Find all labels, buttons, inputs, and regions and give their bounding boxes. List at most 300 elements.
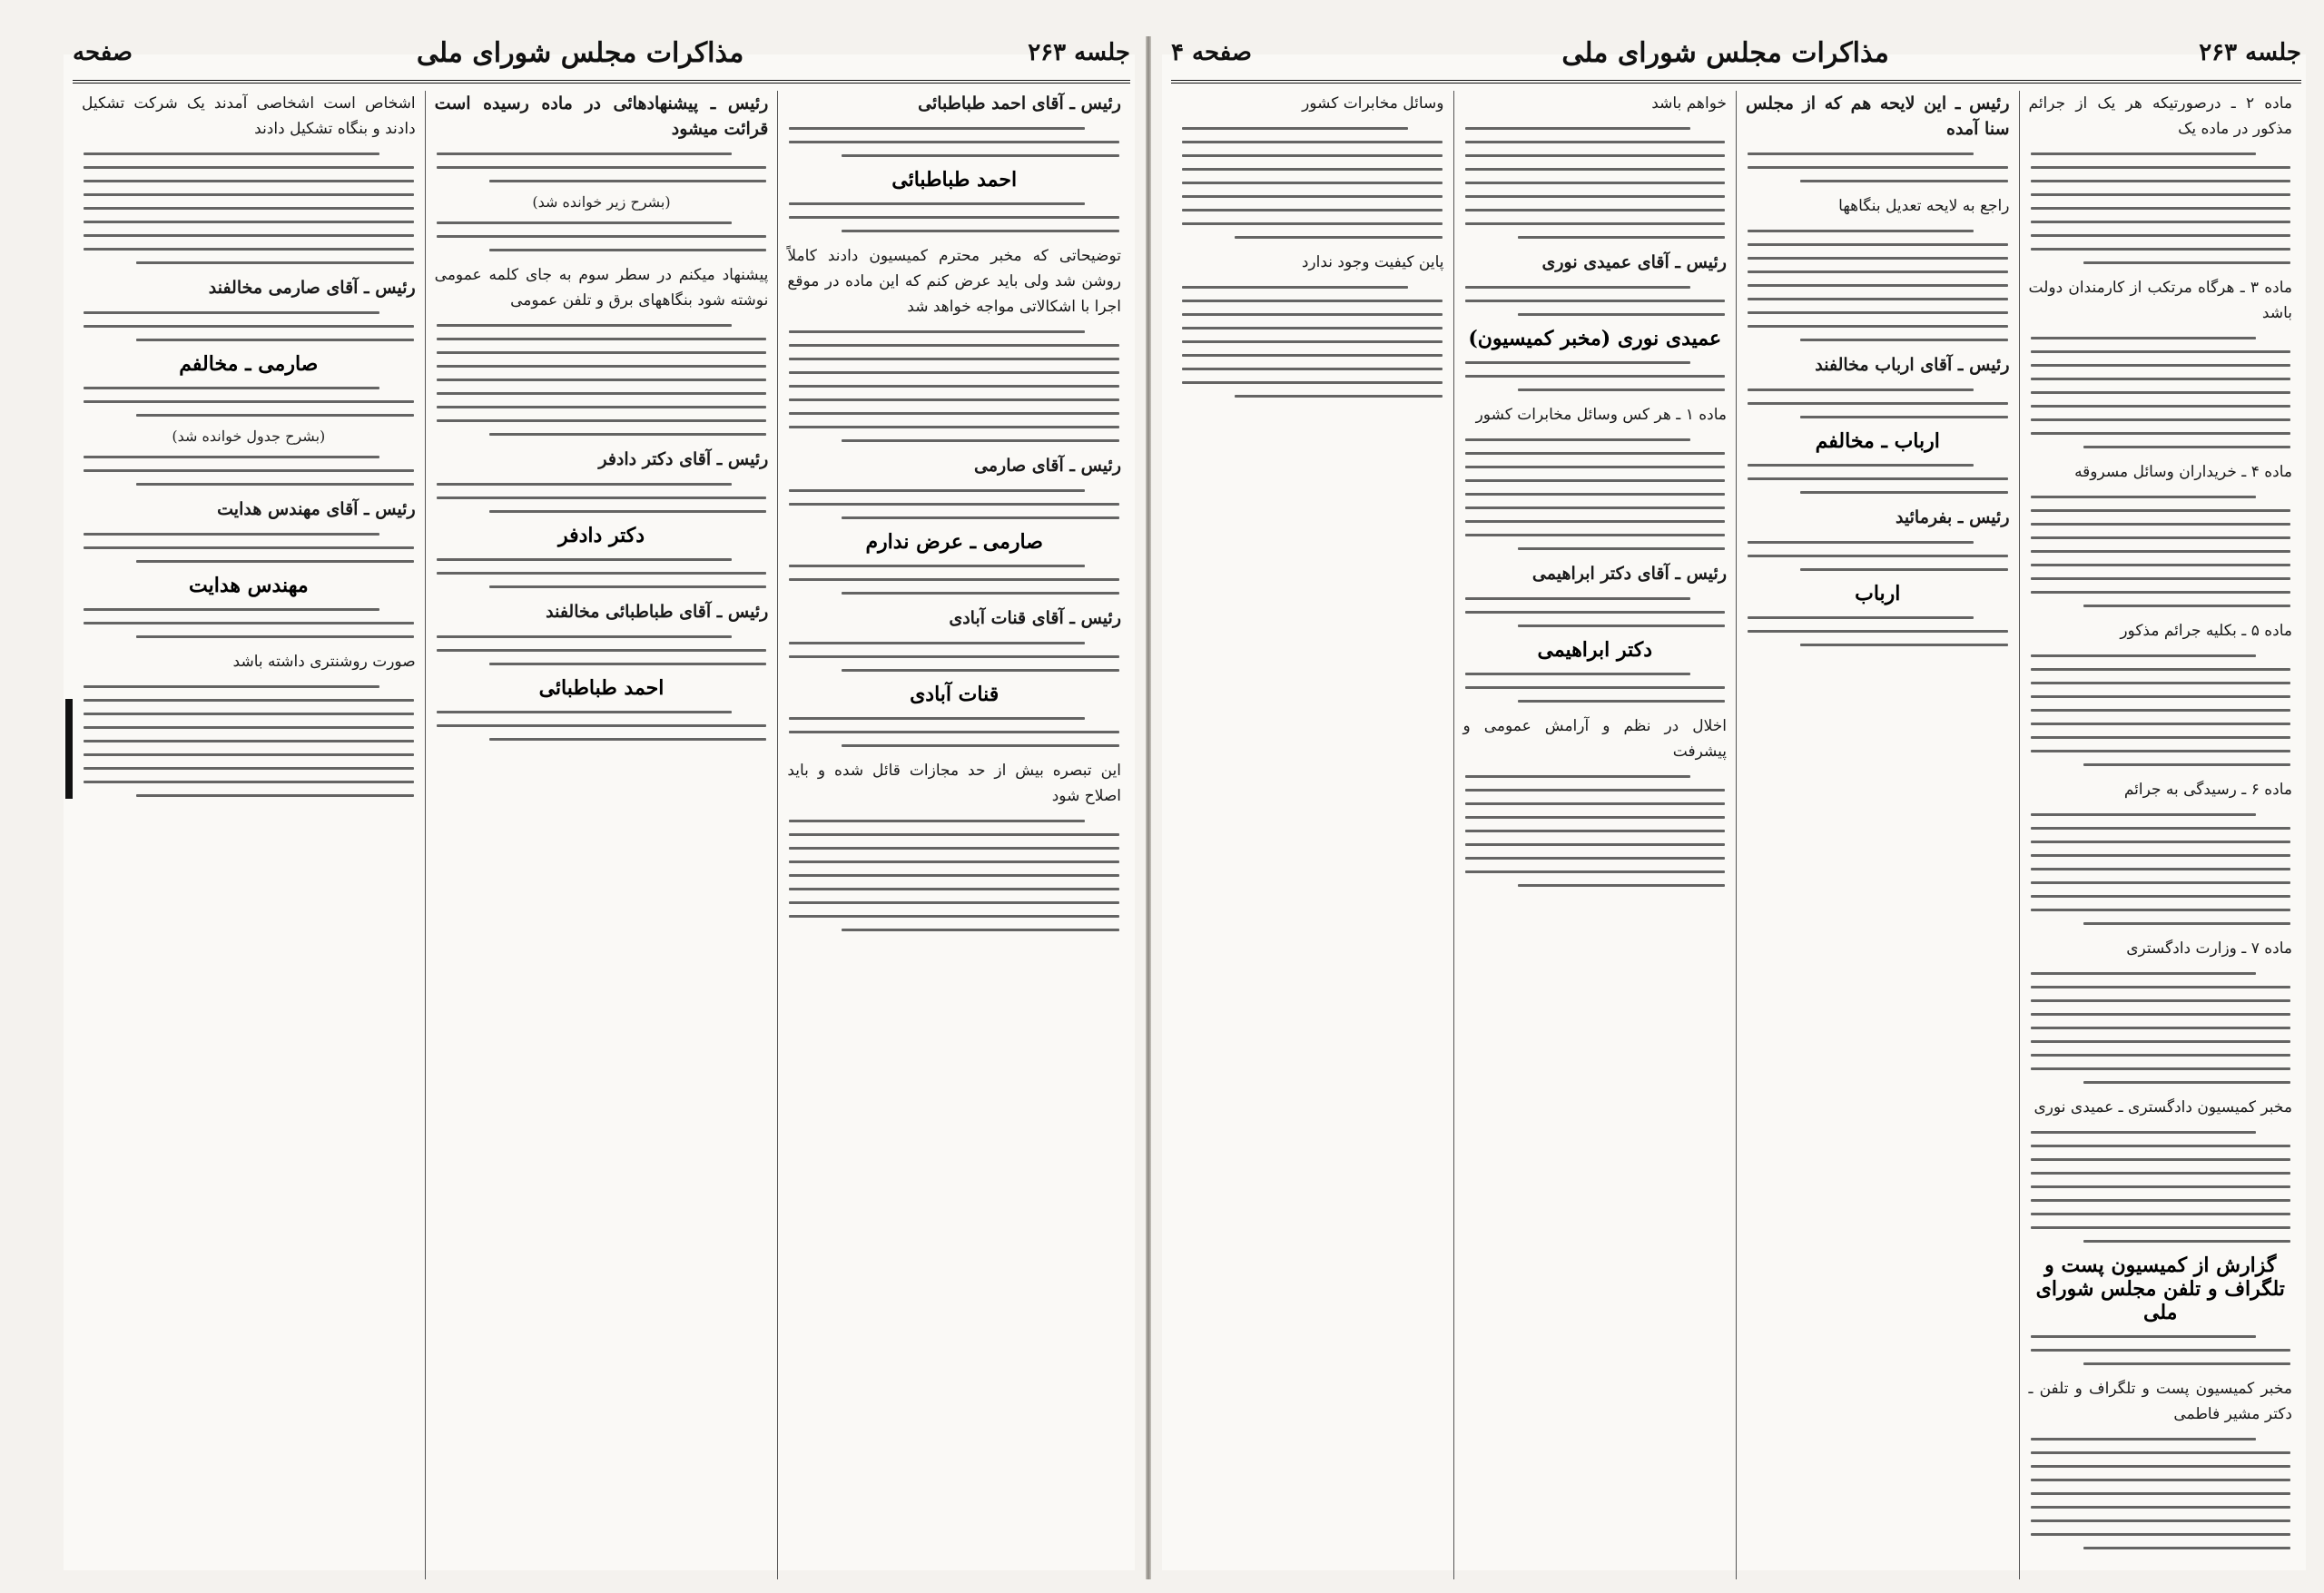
text-line — [2031, 152, 2257, 155]
speaker-name: احمد طباطبائی — [538, 676, 665, 700]
text-line — [437, 649, 767, 652]
text-line — [1518, 624, 1726, 627]
text-line — [2031, 1145, 2291, 1147]
text-line — [2031, 999, 2291, 1002]
text-line — [789, 874, 1119, 877]
text-line — [2031, 1226, 2291, 1229]
text-line — [2031, 350, 2291, 353]
text-line — [2031, 193, 2291, 196]
text-line — [437, 572, 767, 575]
text-line — [1465, 597, 1691, 600]
body-text-lines — [435, 483, 769, 513]
text-line — [2031, 221, 2291, 223]
text-line — [1182, 182, 1443, 184]
body-text-lines — [787, 642, 1121, 672]
text-line — [789, 503, 1119, 506]
paragraph: این تبصره بیش از حد مجازات قائل شده و باید اصلاح شود — [787, 762, 1121, 805]
text-line — [1182, 381, 1443, 384]
text-line — [84, 713, 414, 715]
text-line — [2031, 668, 2291, 671]
text-line — [1465, 154, 1726, 157]
text-line — [2031, 709, 2291, 712]
text-line — [2031, 1506, 2291, 1509]
text-line — [84, 469, 414, 472]
text-line — [2031, 577, 2291, 580]
right-page-columns — [1171, 91, 2301, 1579]
right-page-title: مذاکرات مجلس شورای ملی — [1561, 36, 1889, 69]
text-line — [1748, 325, 2008, 328]
text-line — [1800, 568, 2008, 571]
paragraph: ماده ۱ ـ هر کس وسائل مخابرات کشور — [1475, 406, 1727, 424]
text-line — [2031, 418, 2291, 421]
text-line — [789, 731, 1119, 733]
text-line — [84, 180, 414, 182]
text-column — [1736, 91, 2019, 1579]
text-line — [2031, 180, 2291, 182]
text-line — [2031, 1013, 2291, 1016]
speaker-line: رئیس ـ پیشنهادهائی در ماده رسیده است قرائت میشود — [434, 93, 769, 139]
text-line — [84, 207, 414, 210]
body-text-lines — [435, 324, 769, 436]
text-line — [1465, 534, 1726, 536]
text-line — [1182, 354, 1443, 357]
paragraph: راجع به لایحه تعدیل بنگاهها — [1838, 197, 2010, 215]
paragraph: وسائل مخابرات کشور — [1302, 94, 1444, 113]
text-line — [84, 740, 414, 742]
text-line — [84, 325, 414, 328]
text-line — [2031, 854, 2291, 857]
text-line — [789, 330, 1085, 333]
body-text-lines — [82, 608, 416, 638]
text-line — [2031, 550, 2291, 553]
text-line — [1465, 775, 1691, 778]
body-text-lines — [1746, 464, 2010, 494]
speaker-name: گزارش از کمیسیون پست و تلگراف و تلفن مجلس شورای ملی — [2035, 1254, 2285, 1324]
body-text-lines — [1180, 127, 1444, 239]
text-line — [1465, 222, 1726, 225]
parenthetical-note: (بشرح جدول خوانده شد) — [172, 428, 326, 445]
text-line — [136, 261, 414, 264]
body-text-lines — [435, 635, 769, 665]
text-line — [1235, 395, 1443, 398]
body-text-lines — [1463, 286, 1728, 316]
text-line — [2031, 1131, 2257, 1134]
speaker-line: رئیس ـ آقای صارمی مخالفند — [208, 278, 416, 298]
speaker-line: رئیس ـ آقای دکتر دادفر — [598, 449, 769, 469]
text-line — [2031, 682, 2291, 684]
text-line — [1182, 368, 1443, 370]
text-line — [489, 180, 767, 182]
body-text-lines — [82, 387, 416, 417]
text-line — [2031, 813, 2257, 816]
text-line — [1748, 166, 2008, 169]
left-session-number: جلسه ۲۶۳ — [1028, 39, 1130, 66]
text-line — [437, 724, 767, 727]
speaker-name: عمیدی نوری (مخبر کمیسیون) — [1468, 327, 1722, 350]
body-text-lines — [1463, 673, 1728, 703]
body-text-lines — [1180, 286, 1444, 398]
paragraph: مخبر کمیسیون پست و تلگراف و تلفن ـ دکتر مشیر فاطمی — [2028, 1380, 2292, 1423]
body-text-lines — [2029, 813, 2293, 925]
text-line — [2031, 509, 2291, 512]
text-line — [1518, 388, 1726, 391]
speaker-name: دکتر دادفر — [557, 524, 645, 547]
text-line — [842, 439, 1119, 442]
text-line — [842, 929, 1119, 931]
text-line — [1182, 209, 1443, 211]
text-line — [2031, 364, 2291, 367]
text-line — [437, 166, 767, 169]
text-line — [1182, 195, 1443, 198]
text-line — [84, 546, 414, 549]
text-line — [1465, 286, 1691, 289]
text-line — [2031, 841, 2291, 843]
speaker-name: احمد طباطبائی — [891, 168, 1018, 192]
text-line — [789, 565, 1085, 567]
text-line — [789, 642, 1085, 644]
text-line — [1518, 700, 1726, 703]
text-line — [1182, 300, 1443, 302]
speaker-name: مهندس هدایت — [189, 574, 309, 597]
text-line — [1465, 857, 1726, 860]
text-line — [84, 166, 414, 169]
paragraph: صورت روشنتری داشته باشد — [232, 653, 416, 671]
text-line — [437, 419, 767, 422]
text-line — [1182, 340, 1443, 343]
text-line — [1748, 230, 1974, 232]
text-line — [84, 753, 414, 756]
text-line — [1182, 313, 1443, 316]
text-line — [1800, 339, 2008, 341]
speaker-name: صارمی ـ عرض ندارم — [865, 530, 1043, 554]
text-line — [1748, 311, 2008, 314]
text-line — [84, 193, 414, 196]
text-line — [84, 781, 414, 783]
body-text-lines — [787, 202, 1121, 232]
text-line — [2031, 1465, 2291, 1468]
paragraph: ماده ۴ ـ خریداران وسائل مسروقه — [2074, 463, 2292, 481]
text-line — [842, 744, 1119, 747]
speaker-name: ارباب — [1855, 582, 1901, 605]
paragraph: پیشنهاد میکنم در سطر سوم به جای کلمه عمومی نوشته شود بنگاههای برق و تلفن عمومی — [434, 266, 769, 310]
text-line — [789, 655, 1119, 658]
parenthetical-note: (بشرح زیر خوانده شد) — [532, 193, 671, 211]
body-text-lines — [435, 152, 769, 182]
text-line — [1465, 361, 1691, 364]
text-line — [2031, 432, 2291, 435]
body-text-lines — [2029, 1438, 2293, 1549]
body-text-lines — [1746, 230, 2010, 341]
right-page-header — [1171, 25, 2301, 84]
text-line — [1748, 284, 2008, 287]
speaker-line: رئیس ـ آقای قنات آبادی — [949, 608, 1121, 628]
text-column — [1453, 91, 1737, 1579]
text-line — [2031, 1027, 2291, 1029]
text-line — [136, 483, 414, 486]
text-line — [789, 216, 1119, 219]
body-text-lines — [1463, 361, 1728, 391]
text-line — [789, 717, 1085, 720]
text-line — [2031, 1213, 2291, 1215]
paragraph: پاین کیفیت وجود ندارد — [1301, 253, 1444, 271]
text-line — [84, 699, 414, 702]
text-line — [1518, 884, 1726, 887]
text-line — [1465, 375, 1726, 378]
text-line — [1748, 402, 2008, 405]
text-line — [2031, 895, 2291, 898]
text-line — [1465, 127, 1691, 130]
text-line — [1748, 616, 1974, 619]
text-column — [425, 91, 778, 1579]
text-line — [2031, 1438, 2257, 1441]
text-line — [789, 398, 1119, 401]
text-line — [2031, 1040, 2291, 1043]
text-line — [2083, 1547, 2291, 1549]
speaker-line: رئیس ـ آقای صارمی — [974, 456, 1121, 476]
text-line — [84, 234, 414, 237]
speaker-name: قنات آبادی — [910, 683, 1000, 706]
text-line — [2031, 391, 2291, 394]
text-line — [842, 669, 1119, 672]
text-line — [1465, 300, 1726, 302]
speaker-line: رئیس ـ آقای عمیدی نوری — [1541, 252, 1727, 272]
paragraph: ماده ۳ ـ هرگاه مرتکب از کارمندان دولت باشد — [2028, 279, 2292, 322]
text-line — [2031, 1158, 2291, 1161]
text-line — [437, 221, 733, 224]
paragraph: اخلال در نظم و آرامش عمومی و پیشرفت — [1462, 717, 1727, 761]
paragraph: توضیحاتی که مخبر محترم کمیسیون دادند کاملاً روشن شد ولی باید عرض کنم که این ماده در موقع اجرا با اشکالاتی مواجه خواهد شد — [787, 247, 1121, 316]
text-line — [789, 426, 1119, 428]
body-text-lines — [2029, 972, 2293, 1084]
body-text-lines — [787, 489, 1121, 519]
body-text-lines — [435, 221, 769, 251]
body-text-lines — [2029, 654, 2293, 766]
body-text-lines — [787, 127, 1121, 157]
text-line — [1182, 127, 1408, 130]
text-line — [2031, 1185, 2291, 1188]
text-line — [1235, 236, 1443, 239]
text-line — [84, 221, 414, 223]
text-line — [2031, 986, 2291, 988]
text-line — [842, 516, 1119, 519]
text-line — [437, 338, 767, 340]
text-line — [1748, 270, 2008, 273]
text-line — [1518, 236, 1726, 239]
text-line — [84, 311, 379, 314]
text-line — [1800, 416, 2008, 418]
text-line — [789, 833, 1119, 836]
speaker-name: دکتر ابراهیمی — [1537, 638, 1652, 662]
text-line — [1748, 555, 2008, 557]
body-text-lines — [1463, 775, 1728, 887]
text-line — [1182, 286, 1408, 289]
body-text-lines — [787, 820, 1121, 931]
paragraph: خواهم باشد — [1651, 94, 1727, 113]
text-line — [2031, 909, 2291, 911]
body-text-lines — [2029, 152, 2293, 264]
text-line — [2083, 1362, 2291, 1365]
text-line — [1182, 168, 1443, 171]
paragraph: ماده ۷ ـ وزارت دادگستری — [2126, 939, 2292, 958]
text-line — [2031, 1054, 2291, 1057]
text-line — [1182, 222, 1443, 225]
text-line — [84, 400, 414, 403]
body-text-lines — [82, 456, 416, 486]
text-line — [2031, 1533, 2291, 1536]
text-line — [789, 371, 1119, 374]
text-line — [1748, 464, 1974, 467]
text-line — [1465, 209, 1726, 211]
text-line — [2083, 605, 2291, 607]
text-line — [437, 392, 767, 395]
text-line — [437, 635, 733, 638]
text-line — [1465, 673, 1691, 675]
text-line — [1748, 630, 2008, 633]
text-line — [842, 592, 1119, 595]
text-line — [437, 379, 767, 381]
text-line — [789, 915, 1119, 918]
body-text-lines — [1746, 541, 2010, 571]
text-line — [489, 663, 767, 665]
text-line — [789, 127, 1085, 130]
text-line — [84, 152, 379, 155]
text-column — [777, 91, 1130, 1579]
text-line — [2031, 1519, 2291, 1522]
speaker-line: رئیس ـ این لایحه هم که از مجلس سنا آمده — [1746, 93, 2010, 139]
text-line — [84, 248, 414, 251]
text-line — [437, 235, 767, 238]
body-text-lines — [1746, 388, 2010, 418]
text-line — [489, 585, 767, 588]
text-line — [1465, 506, 1726, 509]
body-text-lines — [787, 565, 1121, 595]
text-line — [2083, 763, 2291, 766]
text-line — [1465, 452, 1726, 455]
text-line — [1465, 493, 1726, 496]
text-line — [437, 365, 767, 368]
text-line — [2031, 207, 2291, 210]
text-line — [1465, 789, 1726, 792]
text-line — [1465, 195, 1726, 198]
text-line — [2031, 234, 2291, 237]
text-line — [2031, 1479, 2291, 1481]
text-line — [2083, 1081, 2291, 1084]
text-line — [489, 249, 767, 251]
page-gutter — [1146, 36, 1151, 1579]
text-line — [2031, 723, 2291, 725]
text-line — [2031, 337, 2257, 339]
speaker-line: رئیس ـ آقای احمد طباطبائی — [918, 93, 1121, 113]
text-line — [2031, 496, 2257, 498]
text-line — [1800, 644, 2008, 646]
speaker-name: صارمی ـ مخالفم — [179, 352, 319, 376]
text-line — [1465, 168, 1726, 171]
text-line — [2083, 446, 2291, 448]
text-line — [789, 202, 1085, 205]
body-text-lines — [2029, 337, 2293, 448]
text-line — [489, 433, 767, 436]
text-line — [2031, 1349, 2291, 1352]
text-line — [1748, 257, 2008, 260]
text-line — [1748, 298, 2008, 300]
text-line — [136, 635, 414, 638]
text-line — [1465, 182, 1726, 184]
text-line — [1465, 466, 1726, 468]
text-line — [2031, 591, 2291, 594]
speaker-line: رئیس ـ آقای ارباب مخالفند — [1815, 355, 2010, 375]
text-line — [2031, 1199, 2291, 1202]
text-column — [73, 91, 425, 1579]
text-line — [1182, 141, 1443, 143]
text-line — [1800, 491, 2008, 494]
text-line — [84, 608, 379, 611]
text-line — [1465, 843, 1726, 846]
text-line — [1182, 327, 1443, 329]
text-line — [84, 726, 414, 729]
body-text-lines — [2029, 496, 2293, 607]
text-line — [1465, 686, 1726, 689]
speaker-line: رئیس ـ بفرمائید — [1895, 507, 2010, 527]
right-page-number: صفحه ۴ — [1171, 39, 1252, 66]
body-text-lines — [435, 558, 769, 588]
text-line — [136, 339, 414, 341]
text-line — [489, 738, 767, 741]
text-line — [1465, 438, 1691, 441]
text-line — [2031, 523, 2291, 526]
text-line — [789, 358, 1119, 360]
body-text-lines — [787, 717, 1121, 747]
margin-mark — [65, 699, 73, 799]
text-line — [2031, 1335, 2257, 1338]
body-text-lines — [1746, 616, 2010, 646]
text-line — [2083, 261, 2291, 264]
text-line — [2031, 378, 2291, 380]
text-line — [2031, 750, 2291, 752]
body-text-lines — [2029, 1131, 2293, 1243]
text-line — [2031, 405, 2291, 408]
text-line — [84, 456, 379, 458]
text-line — [2031, 827, 2291, 830]
text-line — [1465, 870, 1726, 873]
text-line — [136, 560, 414, 563]
text-line — [1748, 152, 1974, 155]
text-line — [789, 860, 1119, 863]
text-line — [2031, 248, 2291, 251]
text-line — [1182, 154, 1443, 157]
text-line — [789, 489, 1085, 492]
text-line — [1465, 816, 1726, 819]
text-line — [789, 578, 1119, 581]
text-line — [437, 483, 733, 486]
text-line — [1465, 520, 1726, 523]
text-line — [1465, 802, 1726, 805]
text-line — [84, 767, 414, 770]
text-line — [1465, 611, 1726, 614]
text-line — [437, 558, 733, 561]
text-line — [2031, 1172, 2291, 1175]
left-page-header — [73, 25, 1130, 84]
text-line — [1748, 243, 2008, 246]
text-line — [489, 510, 767, 513]
text-line — [84, 533, 379, 536]
text-line — [789, 820, 1085, 822]
body-text-lines — [82, 685, 416, 797]
text-line — [2031, 868, 2291, 870]
text-line — [789, 847, 1119, 850]
text-line — [2031, 1067, 2291, 1070]
text-line — [84, 685, 379, 688]
left-page-title: مذاکرات مجلس شورای ملی — [416, 36, 744, 69]
